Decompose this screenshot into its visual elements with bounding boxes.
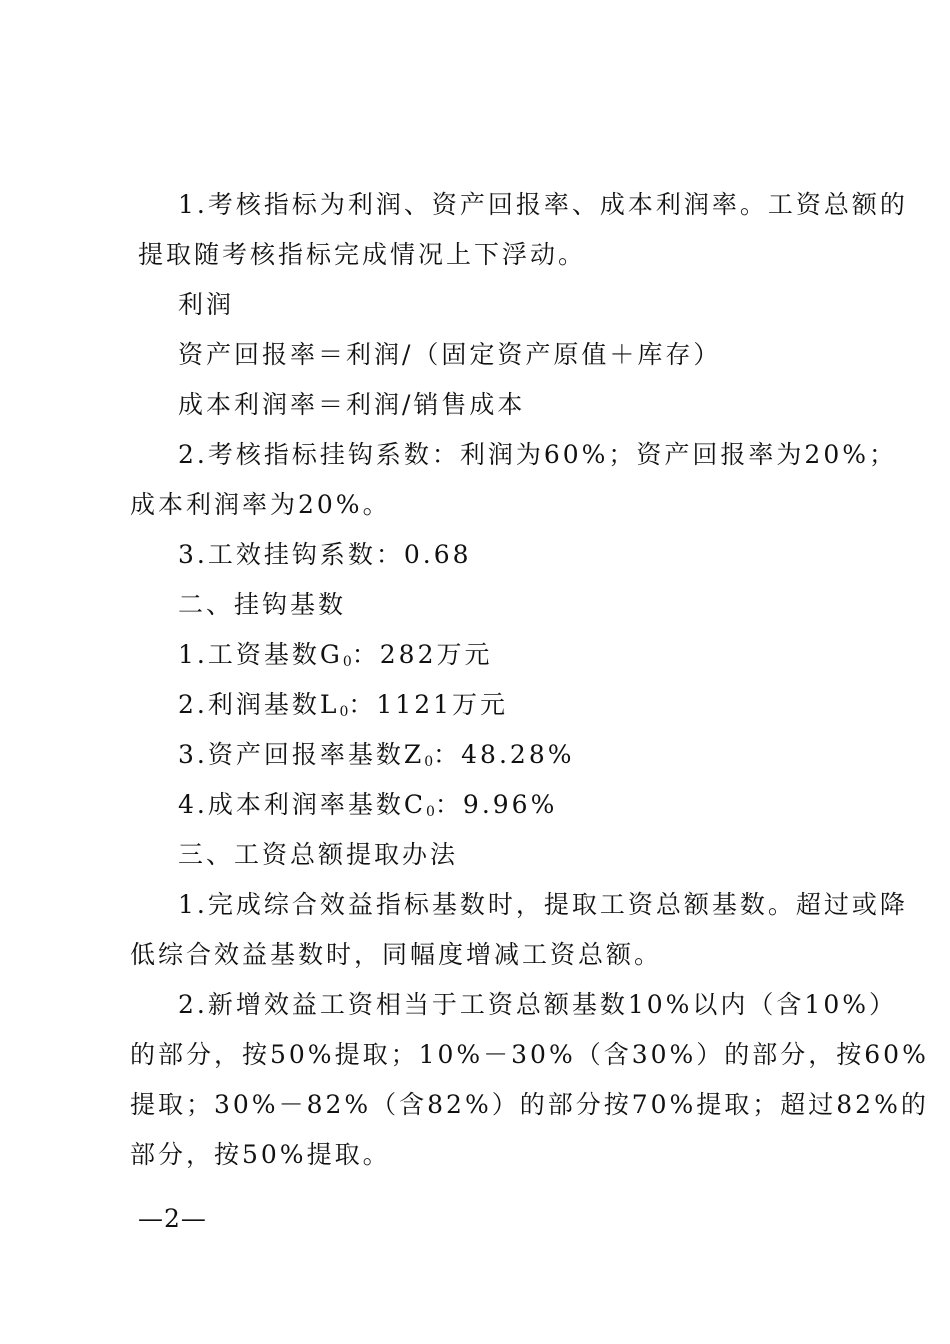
base-item [178, 690, 508, 727]
base-item-value: ：48.28% [433, 740, 575, 769]
section-heading: 二、挂钩基数 [178, 590, 347, 619]
text-line: 提取随考核指标完成情况上下浮动。 [138, 240, 587, 269]
section-heading: 三、工资总额提取办法 [178, 840, 459, 869]
text-line: 3.工效挂钩系数：0.68 [178, 540, 472, 569]
text-line: 的部分，按50%提取；10%－30%（含30%）的部分，按60% [130, 1040, 929, 1069]
text-line: 1.完成综合效益指标基数时，提取工资总额基数。超过或降 [178, 890, 908, 919]
text-line: 2.新增效益工资相当于工资总额基数10%以内（含10%） [178, 990, 897, 1019]
base-item-label: 3.资产回报率基数 [178, 740, 404, 769]
base-item [178, 740, 574, 777]
base-item-symbol: G [319, 640, 343, 669]
text-line: 部分，按50%提取。 [130, 1140, 391, 1169]
base-item-subscript: 0 [426, 804, 435, 820]
text-line: 1.考核指标为利润、资产回报率、成本利润率。工资总额的 [178, 190, 908, 219]
base-item [178, 640, 492, 677]
base-item-label: 2.利润基数 [178, 690, 320, 719]
page-number: —2— [138, 1204, 207, 1233]
base-item-value: ：9.96% [434, 790, 558, 819]
base-item-subscript: 0 [424, 754, 434, 770]
formula-line: 成本利润率＝利润/销售成本 [178, 390, 526, 419]
text-line: 利润 [178, 290, 235, 319]
base-item-symbol: L [319, 690, 340, 719]
base-item-symbol: Z [403, 740, 425, 769]
formula-line: 资产回报率＝利润/（固定资产原值＋库存） [178, 340, 722, 369]
text-line: 成本利润率为20%。 [130, 490, 391, 519]
base-item-value: ：282万元 [351, 640, 493, 669]
text-line: 低综合效益基数时，同幅度增减工资总额。 [130, 940, 663, 969]
base-item-label: 1.工资基数 [178, 640, 320, 669]
text-line: 2.考核指标挂钩系数：利润为60%；资产回报率为20%； [178, 440, 897, 469]
base-item [178, 790, 557, 827]
base-item-subscript: 0 [339, 704, 349, 720]
base-item-value: ：1121万元 [348, 690, 509, 719]
base-item-label: 4.成本利润率基数 [178, 790, 404, 819]
text-line: 提取；30%－82%（含82%）的部分按70%提取；超过82%的 [130, 1090, 929, 1119]
base-item-symbol: C [403, 790, 426, 819]
base-item-subscript: 0 [342, 654, 352, 670]
